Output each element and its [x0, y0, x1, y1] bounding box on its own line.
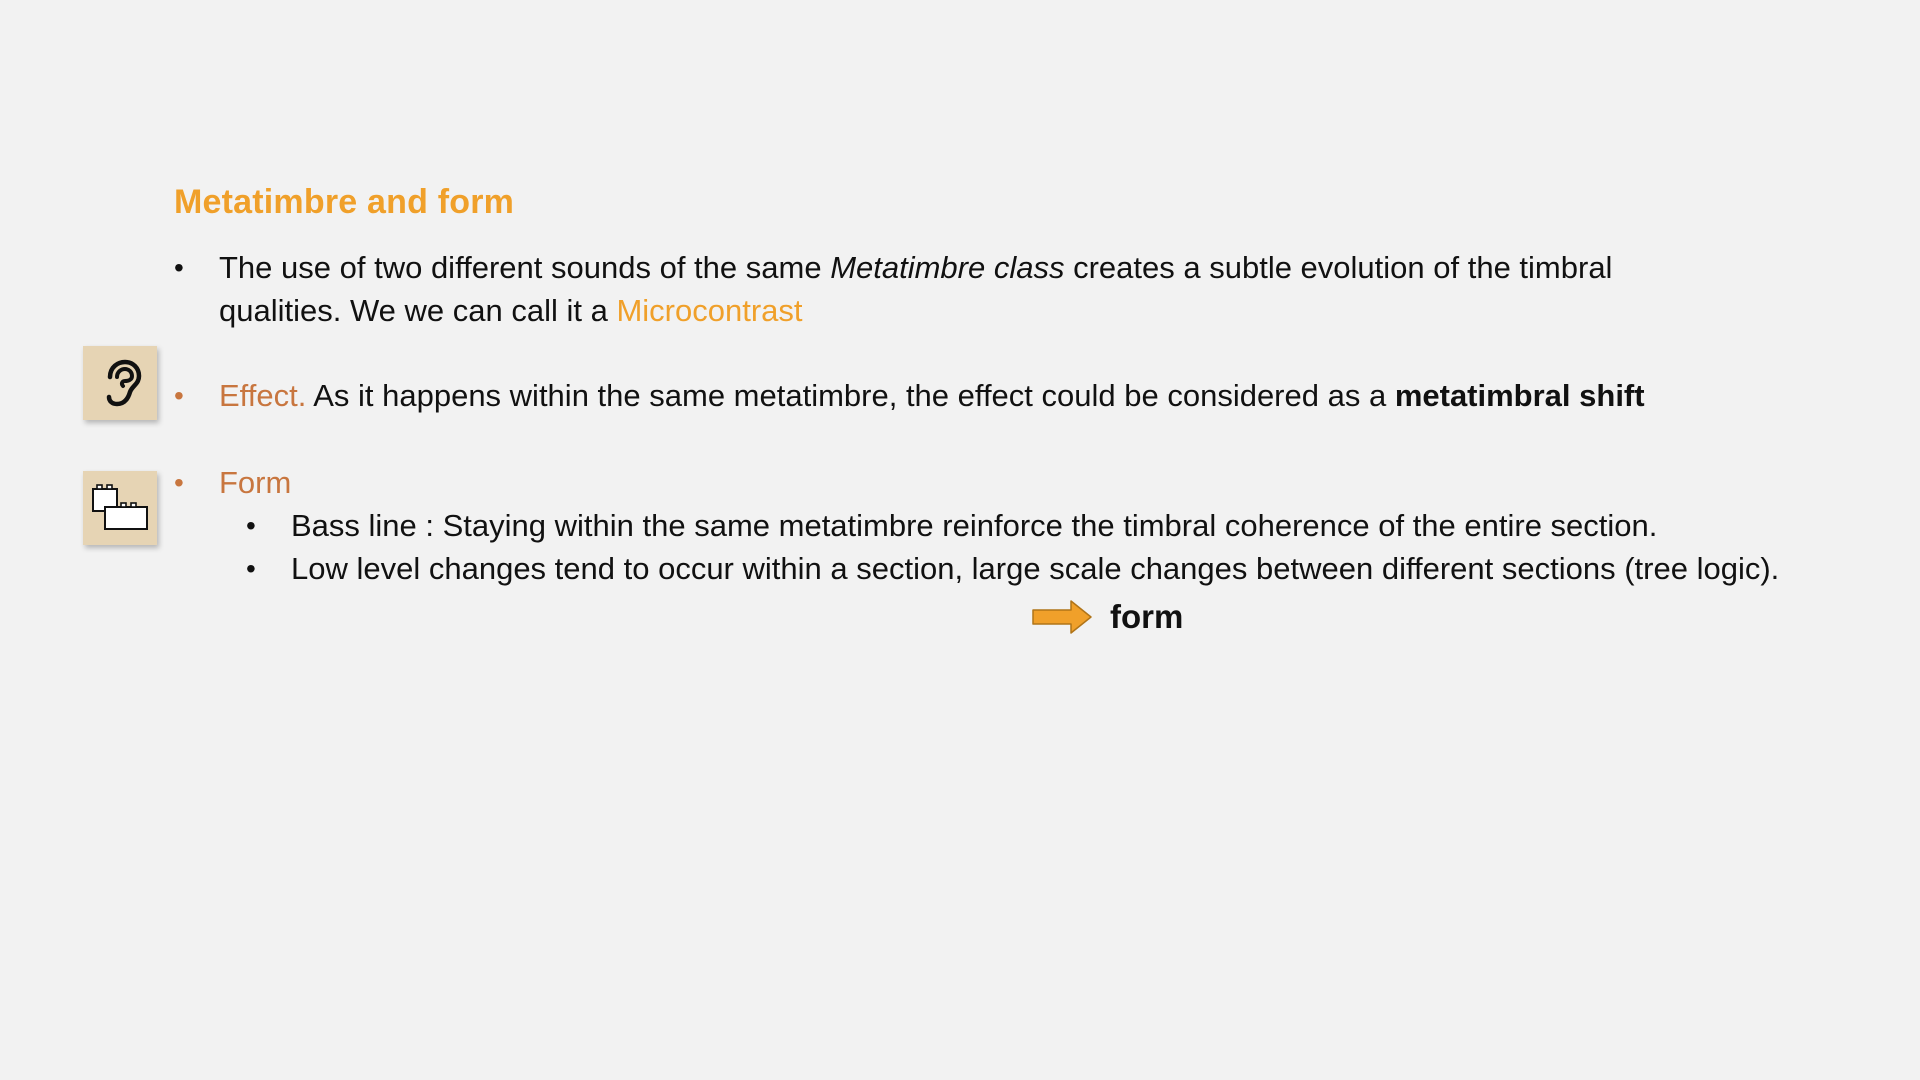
sub-bullet-bass-line [246, 504, 1786, 547]
effect-text: As it happens within the same metatimbre, the effect could be considered as a [306, 378, 1395, 413]
bullet-form [174, 461, 1774, 504]
bullet-dot: • [246, 553, 256, 584]
bullet1-italic-term: Metatimbre class [830, 250, 1065, 285]
form-label: Form [219, 465, 292, 500]
bullet-dot: • [174, 380, 184, 411]
arrow-to-form [1031, 598, 1183, 636]
bullet1-text-start: The use of two different sounds of the same [219, 250, 831, 285]
form-word: form [1110, 598, 1184, 635]
right-arrow-icon [1031, 599, 1093, 635]
bass-line-text: Bass line : Staying within the same metatimbre reinforce the timbral coherence of the entire section. [291, 508, 1658, 543]
microcontrast-term: Microcontrast [616, 293, 803, 328]
effect-label: Effect. [219, 378, 307, 413]
sub-bullet-low-level-changes [246, 547, 1786, 590]
slide-title: Metatimbre and form [174, 183, 515, 221]
bullet-text [219, 374, 1774, 417]
bullet-effect [174, 374, 1774, 417]
ear-icon [83, 346, 157, 420]
bullet-microcontrast [174, 246, 1714, 332]
blocks-icon [83, 471, 157, 545]
bullet-dot: • [174, 252, 184, 283]
low-level-changes-text: Low level changes tend to occur within a section, large scale changes between different sections (tree logic). [291, 551, 1780, 586]
bullet1-text-middle: creates a subtle evolution of the timbral qualities. We we can call it a [219, 250, 1613, 328]
bullet-dot: • [246, 510, 256, 541]
bullet-text [219, 246, 1714, 332]
bullet-dot: • [174, 467, 184, 498]
metatimbral-shift-term: metatimbral shift [1394, 378, 1645, 413]
